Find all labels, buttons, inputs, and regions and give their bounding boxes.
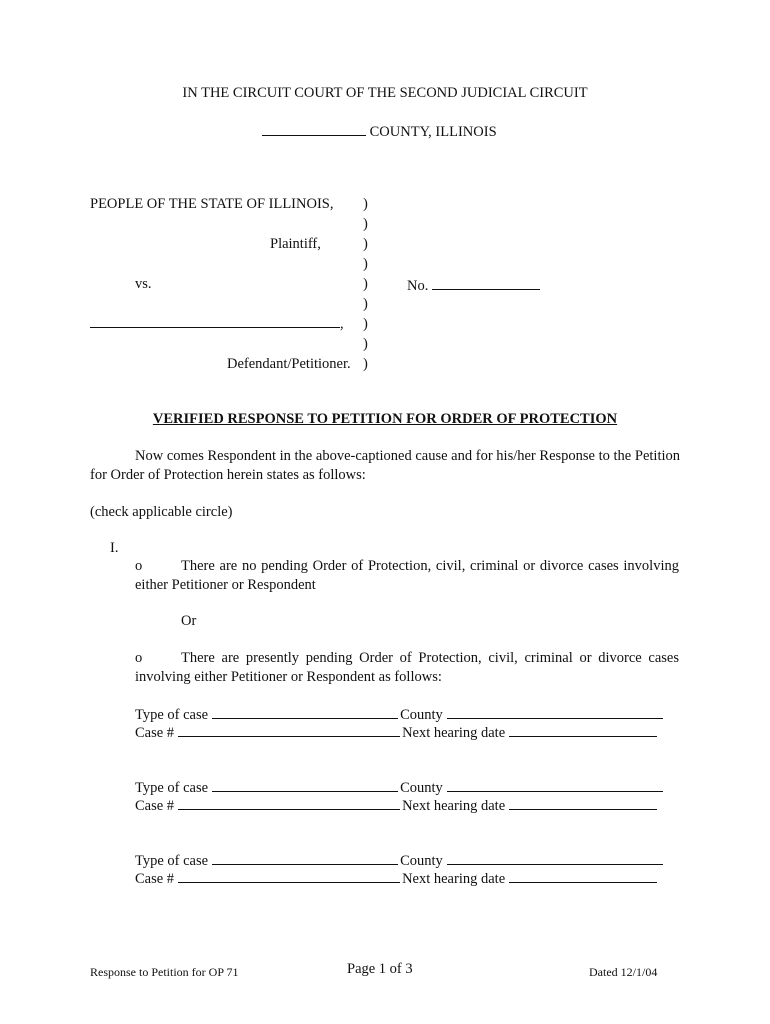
defendant-name-blank[interactable]: [90, 315, 340, 328]
case-number-blank[interactable]: [178, 870, 400, 883]
option-1-radio[interactable]: o: [135, 558, 143, 574]
check-instruction: (check applicable circle): [90, 504, 233, 520]
plaintiff-role: Plaintiff,: [270, 236, 321, 252]
intro-paragraph: Now comes Respondent in the above-captioned cause and for his/her Response to the Petition for Order of Protection herein states as follows:: [90, 448, 680, 483]
caption-paren: ): [363, 196, 368, 212]
case-number-blank[interactable]: [178, 724, 400, 737]
case-number-blank[interactable]: [178, 797, 400, 810]
next-hearing-label: Next hearing date: [402, 725, 506, 741]
type-of-case-label: Type of case: [135, 780, 209, 796]
case-number-field: [407, 277, 540, 294]
type-of-case-blank[interactable]: [212, 852, 398, 865]
next-hearing-blank[interactable]: [509, 797, 657, 810]
type-of-case-label: Type of case: [135, 707, 209, 723]
defendant-comma: ,: [340, 316, 344, 332]
caption-paren: ): [363, 336, 368, 352]
versus-label: vs.: [135, 276, 152, 292]
type-of-case-label: Type of case: [135, 853, 209, 869]
case-number-row: [135, 797, 659, 814]
section-numeral: I.: [110, 540, 119, 556]
defendant-role: Defendant/Petitioner.: [227, 356, 351, 372]
caption-paren: ): [363, 296, 368, 312]
case-type-row: [135, 852, 665, 869]
case-number-row: [135, 870, 659, 887]
case-number-label: No.: [407, 278, 429, 294]
document-title: VERIFIED RESPONSE TO PETITION FOR ORDER OF PROTECTION: [152, 411, 618, 427]
option-2-text: There are presently pending Order of Protection, civil, criminal or divorce cases involving either Petitioner or Respondent as follows:: [135, 650, 679, 685]
case-type-row: [135, 706, 665, 723]
county-line: [262, 123, 497, 140]
next-hearing-blank[interactable]: [509, 724, 657, 737]
county-blank[interactable]: [447, 706, 663, 719]
caption-paren: ): [363, 316, 368, 332]
plaintiff-party: PEOPLE OF THE STATE OF ILLINOIS,: [90, 196, 334, 212]
county-name-blank[interactable]: [262, 123, 366, 136]
caption-paren: ): [363, 216, 368, 232]
or-label: Or: [181, 613, 197, 629]
county-label: County: [400, 780, 443, 796]
case-number-label: Case #: [135, 725, 175, 741]
case-number-label: Case #: [135, 798, 175, 814]
next-hearing-blank[interactable]: [509, 870, 657, 883]
court-heading: IN THE CIRCUIT COURT OF THE SECOND JUDICIAL CIRCUIT: [182, 85, 588, 101]
caption-paren: ): [363, 276, 368, 292]
case-number-label: Case #: [135, 871, 175, 887]
county-label: County: [400, 853, 443, 869]
option-1-text: There are no pending Order of Protection, civil, criminal or divorce cases involving either Petitioner or Respondent: [135, 558, 679, 593]
next-hearing-label: Next hearing date: [402, 798, 506, 814]
case-number-row: [135, 724, 659, 741]
footer-form-name: Response to Petition for OP 71: [90, 965, 239, 979]
caption-paren: ): [363, 356, 368, 372]
county-blank[interactable]: [447, 852, 663, 865]
case-type-row: [135, 779, 665, 796]
footer-page-number: Page 1 of 3: [347, 961, 413, 977]
next-hearing-label: Next hearing date: [402, 871, 506, 887]
caption-paren: ): [363, 256, 368, 272]
option-2-radio[interactable]: o: [135, 650, 143, 666]
case-number-blank[interactable]: [432, 277, 540, 290]
type-of-case-blank[interactable]: [212, 706, 398, 719]
type-of-case-blank[interactable]: [212, 779, 398, 792]
county-label: County: [400, 707, 443, 723]
county-line-text: COUNTY, ILLINOIS: [369, 124, 497, 140]
county-blank[interactable]: [447, 779, 663, 792]
footer-dated: Dated 12/1/04: [589, 965, 658, 979]
defendant-name-line: [90, 315, 344, 332]
caption-paren: ): [363, 236, 368, 252]
